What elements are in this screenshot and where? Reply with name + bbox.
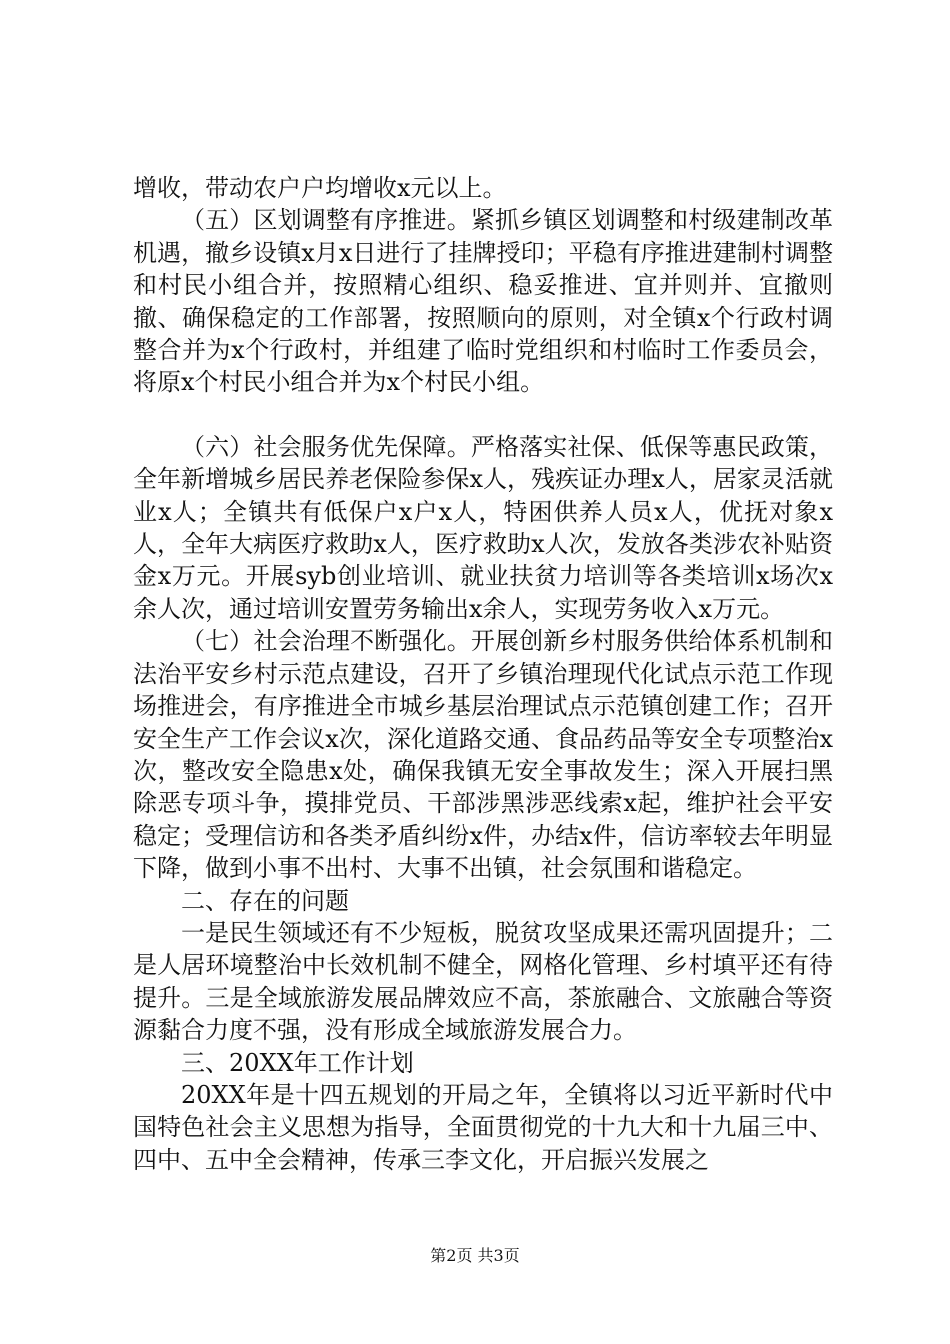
heading-problems: 二、存在的问题 [181, 886, 349, 915]
paragraph-work-plan: 20XX年是十四五规划的开局之年，全镇将以习近平新时代中国特色社会主义思想为指导，全面贯彻党的十九大和十九届三中、四中、五中全会精神，传承三李文化，开启振兴发展之 [133, 1080, 833, 1174]
paragraph-continuation: 增收，带动农户户均增收x元以上。 [133, 174, 507, 202]
document-body [133, 172, 833, 1176]
page-footer: 第2页 共3页 [430, 1246, 520, 1265]
heading-work-plan: 三、20XX年工作计划 [181, 1048, 414, 1077]
paragraph-section-7: （七）社会治理不断强化。开展创新乡村服务供给体系机制和法治平安乡村示范点建设，召开了乡镇治理现代化试点示范工作现场推进会，有序推进全市城乡基层治理试点示范镇创建工作；召开安全生产工作会议x次，深化道路交通、食品药品等安全专项整治x次，整改安全隐患x处，确保我镇无安全事故发生；深入开展扫黑除恶专项斗争，摸排党员、干部涉黑涉恶线索x起，维护社会平安稳定；受理信访和各类矛盾纠纷x件，办结x件，信访率较去年明显下降，做到小事不出村、大事不出镇，社会氛围和谐稳定。 [133, 627, 833, 883]
paragraph-section-6: （六）社会服务优先保障。严格落实社保、低保等惠民政策，全年新增城乡居民养老保险参保x人，残疾证办理x人，居家灵活就业x人；全镇共有低保户x户x人，特困供养人员x人，优抚对象x人，全年大病医疗救助x人，医疗救助x人次，发放各类涉农补贴资金x万元。开展syb创业培训、就业扶贫力培训等各类培训x场次x余人次，通过培训安置劳务输出x余人，实现劳务收入x万元。 [133, 432, 833, 623]
paragraph-problems: 一是民生领域还有不少短板，脱贫攻坚成果还需巩固提升；二是人居环境整治中长效机制不健全，网格化管理、乡村填平还有待提升。三是全域旅游发展品牌效应不高，茶旅融合、文旅融合等资源黏合力度不强，没有形成全域旅游发展合力。 [133, 918, 833, 1045]
paragraph-section-5: （五）区划调整有序推进。紧抓乡镇区划调整和村级建制改革机遇，撤乡设镇x月x日进行了挂牌授印；平稳有序推进建制村调整和村民小组合并，按照精心组织、稳妥推进、宜并则并、宜撤则撤、确保稳定的工作部署，按照顺向的原则，对全镇x个行政村调整合并为x个行政村，并组建了临时党组织和村临时工作委员会，将原x个村民小组合并为x个村民小组。 [133, 206, 833, 397]
